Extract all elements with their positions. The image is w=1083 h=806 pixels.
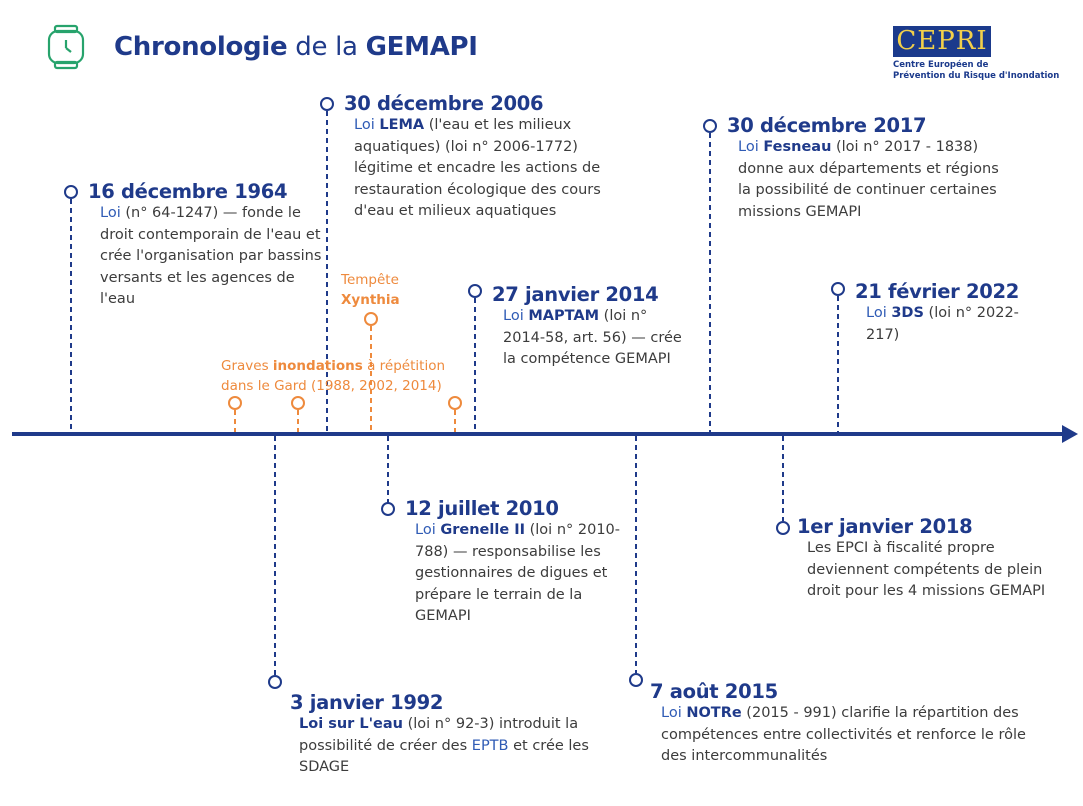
event-date: 1er janvier 2018: [797, 515, 973, 538]
marker-gard-1988: [229, 397, 241, 409]
event-1964: [88, 180, 323, 311]
event-date: 30 décembre 2006: [344, 92, 544, 115]
marker-1964: [65, 186, 77, 198]
event-date: 7 août 2015: [650, 680, 778, 703]
event-description: Loi (n° 64-1247) — fonde le droit contemporain de l'eau et crée l'organisation par bassins versants et les agences de l'eau: [100, 205, 322, 307]
event-description: Loi Grenelle II (loi n° 2010-788) — responsabilise les gestionnaires de digues et prépare le terrain de la GEMAPI: [415, 522, 621, 624]
marker-2018: [777, 522, 789, 534]
event-2006: [344, 92, 624, 223]
event-2018: [797, 515, 1067, 603]
event-date: 21 février 2022: [855, 280, 1020, 303]
event-description: Loi sur L'eau (loi n° 92-3) introduit la possibilité de créer des EPTB et crée les SDAGE: [299, 716, 589, 775]
event-date: 30 décembre 2017: [727, 114, 927, 137]
marker-2017: [704, 120, 716, 132]
marker-xynthia: [365, 313, 377, 325]
marker-gard-2002: [292, 397, 304, 409]
event-description: Loi NOTRe (2015 - 991) clarifie la répartition des compétences entre collectivités et renforce le rôle des intercommunalités: [661, 705, 1026, 764]
event-description: Loi 3DS (loi n° 2022-217): [866, 305, 1019, 343]
event-description: Loi MAPTAM (loi n° 2014-58, art. 56) — crée la compétence GEMAPI: [503, 308, 682, 367]
event-2022: [855, 280, 1045, 346]
marker-2010: [382, 503, 394, 515]
marker-2015: [630, 674, 642, 686]
event-date: 16 décembre 1964: [88, 180, 288, 203]
annotation-gard: Graves inondations à répétition dans le Gard (1988, 2002, 2014): [221, 358, 446, 394]
event-description: Les EPCI à fiscalité propre deviennent compétents de plein droit pour les 4 missions GEMAPI: [807, 540, 1046, 599]
marker-gard-2014: [449, 397, 461, 409]
event-date: 3 janvier 1992: [290, 691, 444, 714]
marker-2014: [469, 285, 481, 297]
marker-1992: [269, 676, 281, 688]
timeline-arrowhead: [1062, 425, 1078, 443]
clock-icon: [49, 26, 83, 68]
event-2010: [405, 497, 625, 628]
event-date: 12 juillet 2010: [405, 497, 559, 520]
page-title: Chronologie de la GEMAPI: [114, 32, 478, 62]
event-description: Loi LEMA (l'eau et les milieux aquatiques) (loi n° 2006-1772) légitime et encadre les actions de restauration écologique des cours d'eau et milieux aquatiques: [354, 117, 601, 219]
event-date: 27 janvier 2014: [492, 283, 659, 306]
event-1992: [290, 691, 635, 779]
marker-2022: [832, 283, 844, 295]
event-2015: [650, 680, 1050, 768]
cepri-logo: CEPRI: [893, 26, 991, 57]
marker-2006: [321, 98, 333, 110]
event-2014: [492, 283, 687, 371]
cepri-logo-subtitle: Centre Européen de Prévention du Risque d'Inondation: [893, 60, 1060, 81]
event-2017: [727, 114, 1007, 223]
annotation-xynthia: Tempête Xynthia: [341, 272, 400, 308]
event-description: Loi Fesneau (loi n° 2017 - 1838) donne aux départements et régions la possibilité de continuer certaines missions GEMAPI: [738, 139, 999, 220]
